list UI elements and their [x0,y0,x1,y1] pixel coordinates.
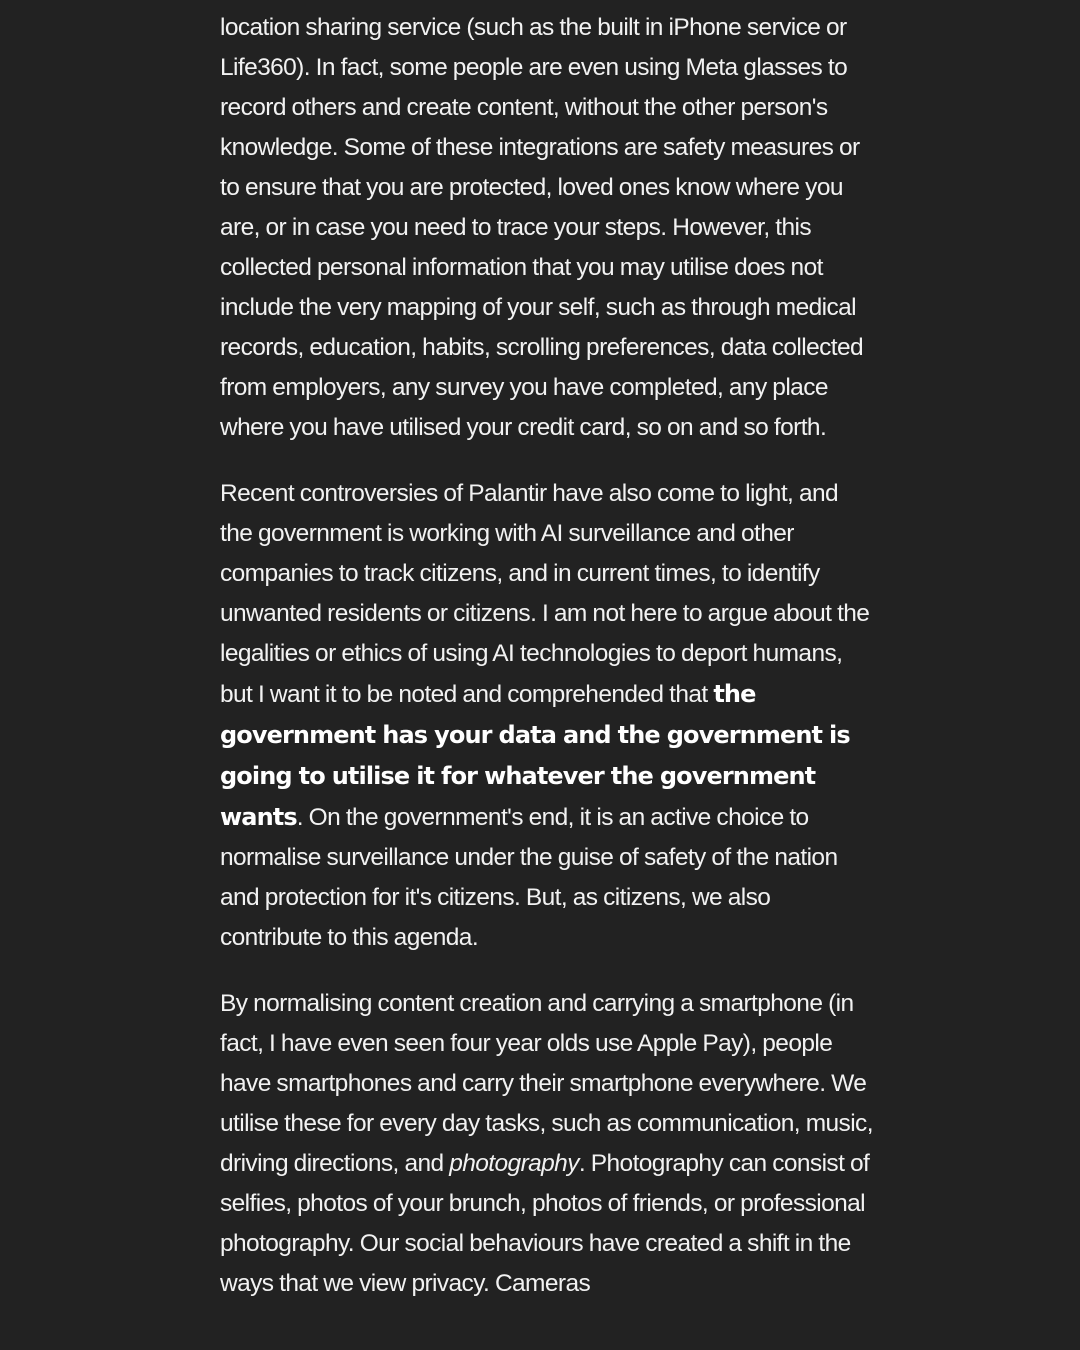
emphasis-bold-statement: the government has your data and the government is going to utilise it for whatever the government wants [220,680,850,831]
paragraph-location-sharing [220,8,875,448]
emphasis-italic-word: photography [449,1150,579,1177]
paragraph-smartphones [220,984,875,1304]
paragraph-text-after: . On the government's end, it is an active choice to normalise surveillance under the guise of safety of the nation and protection for it's citizens. But, as citizens, we also contribute to this agenda. [220,804,838,951]
paragraph-palantir [220,474,875,958]
paragraph-text-after: . Photography can consist of selfies, photos of your brunch, photos of friends, or professional photography. Our social behaviours have created a shift in the ways that we view privacy. Cameras [220,1150,870,1297]
paragraph-text-before: By normalising content creation and carrying a smartphone (in fact, I have even seen four year olds use Apple Pay), people have smartphones and carry their smartphone everywhere. We utilise these for every day tasks, such as communication, music, driving directions, and [220,990,873,1177]
paragraph-text: location sharing service (such as the built in iPhone service or Life360). In fact, some people are even using Meta glasses to record others and create content, without the other person's knowledge. Some of these integrations are safety measures or to ensure that you are protected, loved ones know where you are, or in case you need to trace your steps. However, this collected personal information that you may utilise does not include the very mapping of your self, such as through medical records, education, habits, scrolling preferences, data collected from employers, any survey you have completed, any place where you have utilised your credit card, so on and so forth. [220,14,864,441]
paragraph-text-before: Recent controversies of Palantir have also come to light, and the government is working with AI surveillance and other companies to track citizens, and in current times, to identify unwanted residents or citizens. I am not here to argue about the legalities or ethics of using AI technologies to deport humans, but I want it to be noted and comprehended that [220,480,870,708]
article-body [220,8,875,1330]
